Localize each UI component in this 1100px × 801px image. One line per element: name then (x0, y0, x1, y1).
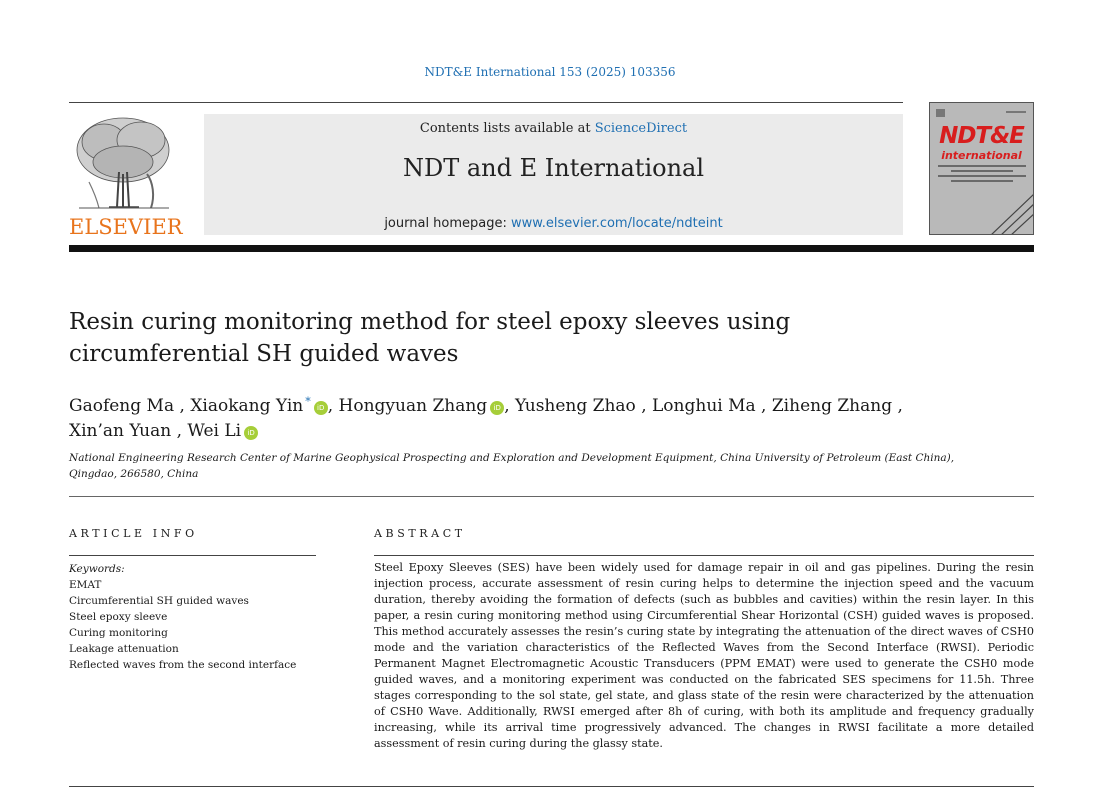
affiliation (69, 450, 969, 482)
keyword-item: EMAT (69, 579, 102, 591)
section-divider (69, 496, 1034, 497)
abstract-heading: ABSTRACT (374, 527, 466, 540)
abstract-text: Steel Epoxy Sleeves (SES) have been widely used for damage repair in oil and gas pipelines. During the resin injection process, accurate assessment of resin curing helps to determine the injection speed and the vacuum duration, thereby avoiding the formation of defects (such as bubbles and cavities) within the resin layer. In this paper, a resin curing monitoring method using Circumferential Shear Horizontal (CSH) guided waves is proposed. This method accurately assesses the resin’s curing state by integrating the attenuation of the direct waves of CSH0 mode and the variation characteristics of the Reflected Waves from the Second Interface (RWSI). Periodic Permanent Magnet Electromagnetic Acoustic Transducers (PPM EMAT) were used to generate the CSH0 mode guided waves, and a monitoring experiment was conducted on the fabricated SES specimens for 11.5h. Three stages corresponding to the sol state, gel state, and glass state of the resin were characterized by the attenuation of CSH0 Wave. Additionally, RWSI emerged after 8h of curing, with both its amplitude and frequency gradually increasing, while its arrival time progressively advanced. The changes in RWSI facilitate a more detailed assessment of resin curing during the glassy state. (374, 561, 1034, 750)
affiliation-line1: National Engineering Research Center of Marine Geophysical Prospecting and Exploration and Development Equipment, China University of Petroleum (East China), (69, 452, 955, 464)
cover-stripe-icon (930, 103, 1034, 235)
header-top-rule (69, 102, 903, 103)
keyword-item: Leakage attenuation (69, 643, 179, 655)
keyword-item: Reflected waves from the second interface (69, 659, 297, 671)
article-title (69, 306, 889, 370)
author-name[interactable]: Ziheng Zhang (771, 396, 893, 416)
author-name[interactable]: Hongyuan Zhang (338, 396, 488, 416)
orcid-icon[interactable]: iD (490, 401, 504, 415)
keywords-label: Keywords: (69, 563, 125, 575)
author-name[interactable]: Wei Li (187, 421, 242, 441)
sciencedirect-link[interactable]: ScienceDirect (594, 121, 688, 136)
author-name[interactable]: Xin’an Yuan (69, 421, 172, 441)
author-name[interactable]: Yusheng Zhao (515, 396, 636, 416)
corresponding-author-mark[interactable]: * (305, 395, 311, 408)
author-name[interactable]: Longhui Ma (652, 396, 756, 416)
journal-reference-link[interactable]: NDT&E International 153 (2025) 103356 (424, 65, 676, 79)
article-info-heading: ARTICLE INFO (69, 527, 198, 540)
keyword-item: Steel epoxy sleeve (69, 611, 168, 623)
article-info-rule (69, 555, 316, 556)
homepage-line (204, 216, 903, 231)
orcid-icon[interactable]: iD (244, 426, 258, 440)
article-title-line1: Resin curing monitoring method for steel epoxy sleeves using (69, 309, 791, 335)
journal-banner (204, 114, 903, 235)
author-name[interactable]: Gaofeng Ma (69, 396, 175, 416)
header-thick-rule (69, 245, 1034, 252)
homepage-prefix: journal homepage: (384, 216, 512, 231)
footer-rule (69, 786, 1034, 787)
contents-prefix: Contents lists available at (419, 121, 595, 136)
journal-homepage-link[interactable]: www.elsevier.com/locate/ndteint (511, 216, 723, 231)
contents-line (204, 121, 903, 136)
keyword-item: Curing monitoring (69, 627, 168, 639)
elsevier-wordmark: ELSEVIER (69, 215, 183, 239)
journal-name: NDT and E International (402, 154, 705, 182)
author-line1: Gaofeng Ma , Xiaokang Yin * iD , Hongyuan Zhang iD , Yusheng Zhao , Longhui Ma , Ziheng Zhang , (69, 395, 903, 416)
keyword-item: Circumferential SH guided waves (69, 595, 249, 607)
orcid-icon[interactable]: iD (314, 401, 328, 415)
affiliation-line2: Qingdao, 266580, China (69, 468, 199, 480)
author-name[interactable]: Xiaokang Yin (190, 396, 304, 416)
abstract-rule (374, 555, 1034, 556)
cover-title: NDT&E (939, 123, 1024, 149)
author-list (69, 389, 969, 444)
author-line2: Xin’an Yuan , Wei Li iD (69, 419, 969, 444)
journal-cover-thumbnail[interactable] (929, 102, 1034, 235)
cover-subtitle: international (941, 149, 1022, 162)
article-title-line2: circumferential SH guided waves (69, 341, 459, 367)
keywords-list (69, 561, 329, 673)
